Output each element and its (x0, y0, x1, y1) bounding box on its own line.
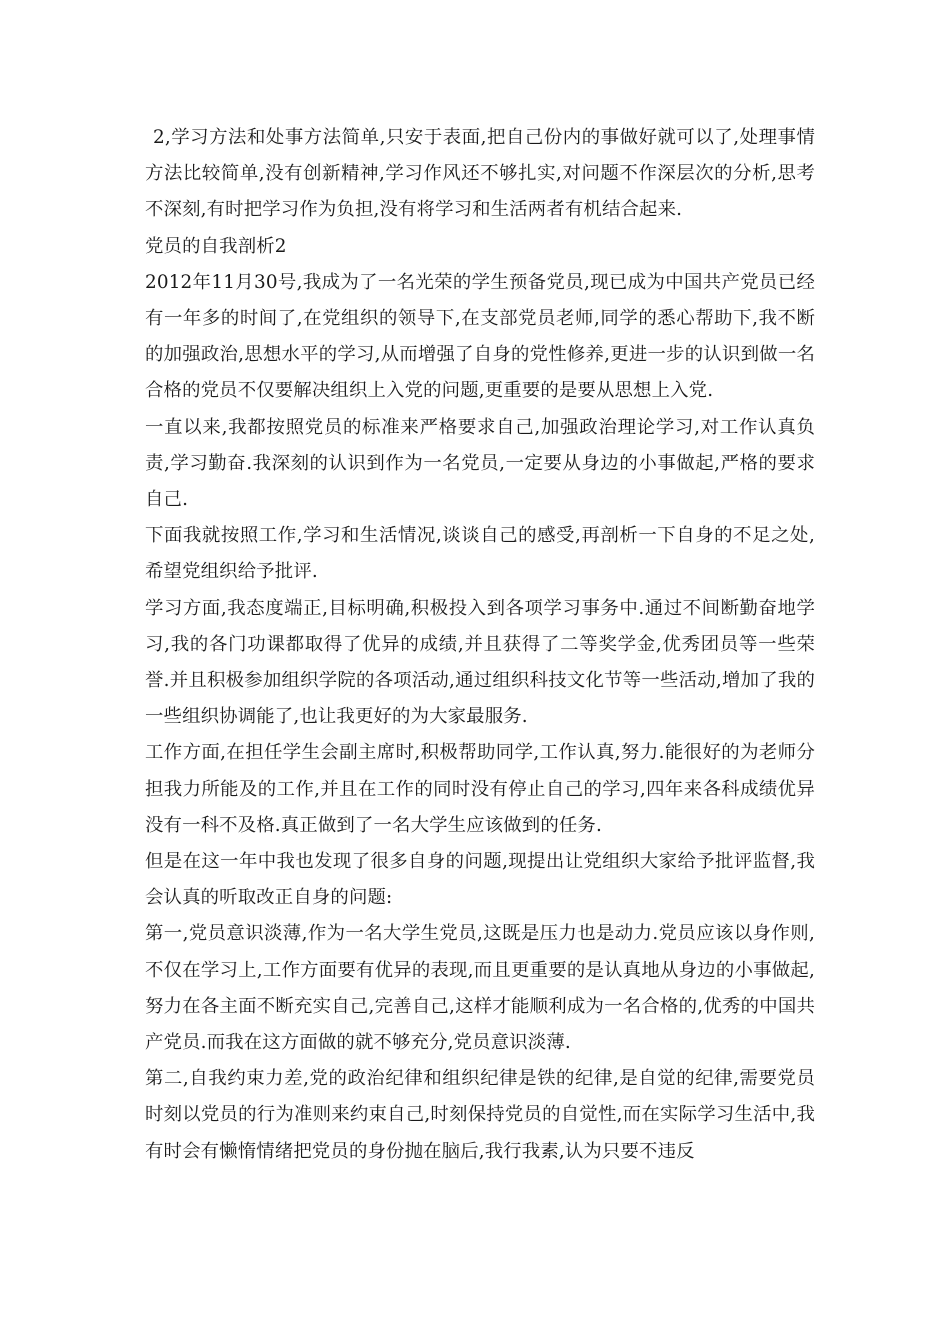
paragraph-second-problem: 第二,自我约束力差,党的政治纪律和组织纪律是铁的纪律,是自觉的纪律,需要党员时刻以党员的行为准则来约束自己,时刻保持党员的自觉性,而在实际学习生活中,我有时会有懒惰情绪把党员的身份抛在脑后,我行我素,认为只要不违反 (145, 1068, 815, 1162)
paragraph-party-membership: 2012年11月30号,我成为了一名光荣的学生预备党员,现已成为中国共产党员已经有一年多的时间了,在党组织的领导下,在支部党员老师,同学的悉心帮助下,我不断的加强政治,思想水平的学习,从而增强了自身的党性修养,更进一步的认识到做一名合格的党员不仅要解决组织上入党的问题,更重要的是要从思想上入党. (145, 271, 815, 402)
paragraph-introduction: 下面我就按照工作,学习和生活情况,谈谈自己的感受,再剖析一下自身的不足之处,希望党组织给予批评. (145, 525, 815, 583)
document-body (145, 120, 815, 1170)
paragraph-work-aspect: 工作方面,在担任学生会副主席时,积极帮助同学,工作认真,努力.能很好的为老师分担我力所能及的工作,并且在工作的同时没有停止自己的学习,四年来各科成绩优异没有一科不及格.真正做到了一名大学生应该做到的任务. (145, 742, 815, 836)
section-title-self-analysis-2: 党员的自我剖析2 (145, 235, 287, 257)
paragraph-problems-intro: 但是在这一年中我也发现了很多自身的问题,现提出让党组织大家给予批评监督,我会认真的听取改正自身的问题: (145, 851, 815, 909)
paragraph-study-method-problem: 2,学习方法和处事方法简单,只安于表面,把自己份内的事做好就可以了,处理事情方法比较简单,没有创新精神,学习作风还不够扎实,对问题不作深层次的分析,思考不深刻,有时把学习作为负担,没有将学习和生活两者有机结合起来. (145, 127, 815, 221)
paragraph-strict-requirements: 一直以来,我都按照党员的标准来严格要求自己,加强政治理论学习,对工作认真负责,学习勤奋.我深刻的认识到作为一名党员,一定要从身边的小事做起,严格的要求自己. (145, 416, 815, 511)
paragraph-study-aspect: 学习方面,我态度端正,目标明确,积极投入到各项学习事务中.通过不间断勤奋地学习,我的各门功课都取得了优异的成绩,并且获得了二等奖学金,优秀团员等一些荣誉.并且积极参加组织学院的各项活动,通过组织科技文化节等一些活动,增加了我的一些组织协调能了,也让我更好的为大家最服务. (145, 597, 815, 728)
paragraph-first-problem: 第一,党员意识淡薄,作为一名大学生党员,这既是压力也是动力.党员应该以身作则,不仅在学习上,工作方面要有优异的表现,而且更重要的是认真地从身边的小事做起,努力在各主面不断充实自己,完善自己,这样才能顺利成为一名合格的,优秀的中国共产党员.而我在这方面做的就不够充分,党员意识淡薄. (145, 923, 815, 1054)
